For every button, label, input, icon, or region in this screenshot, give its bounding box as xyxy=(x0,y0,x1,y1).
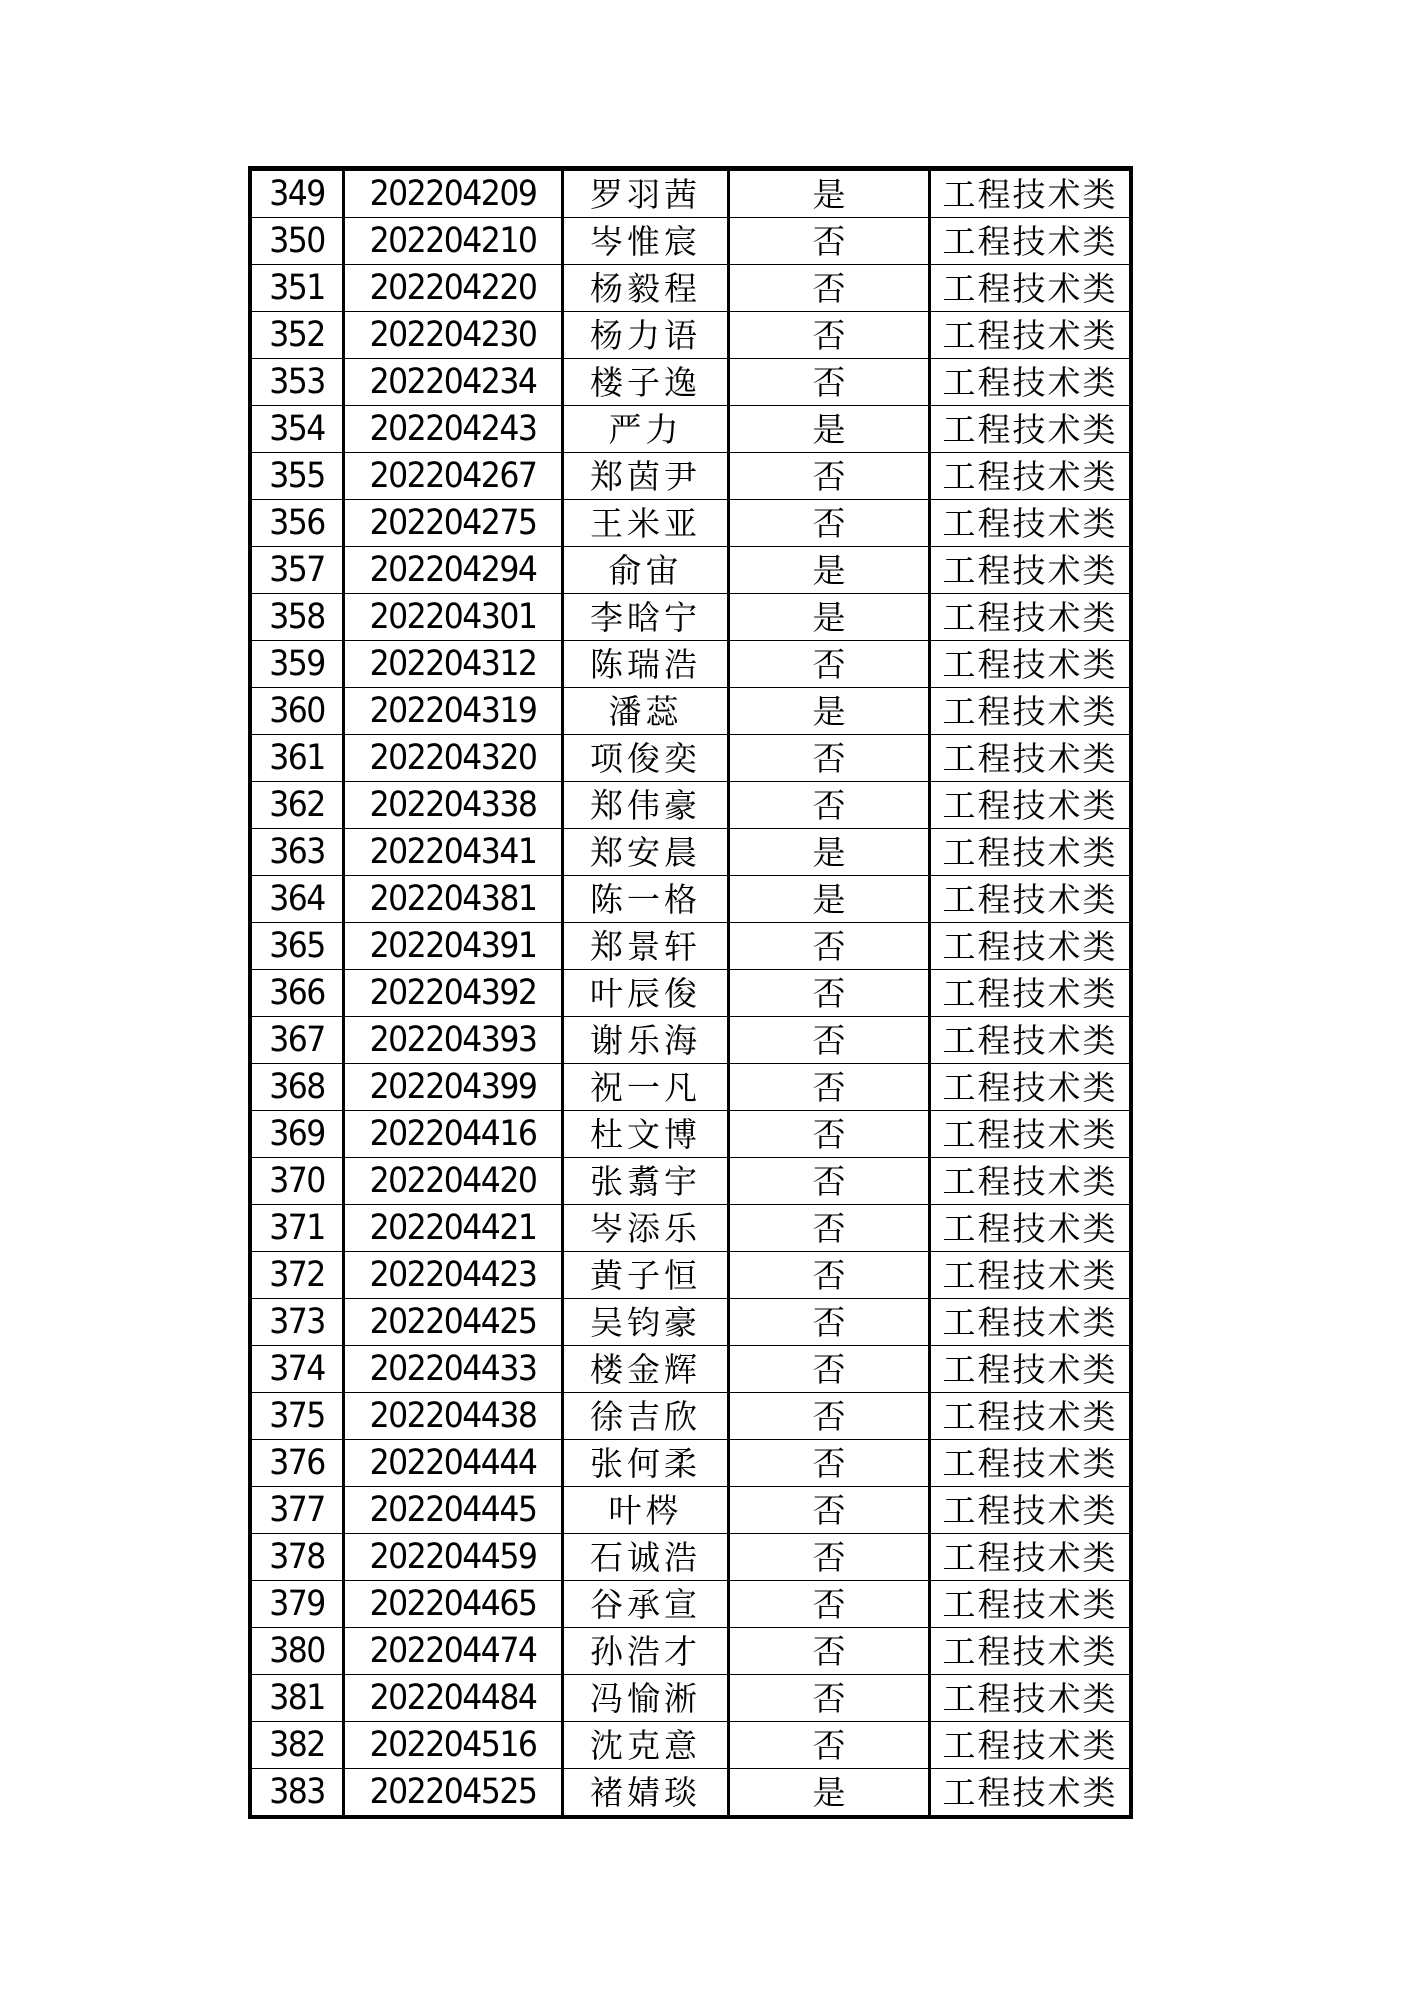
roster-table-body xyxy=(250,169,1131,1818)
cell-student-id: 202204391 xyxy=(344,923,563,970)
cell-yes-no-flag: 否 xyxy=(729,782,930,829)
cell-yes-no-flag: 否 xyxy=(729,1252,930,1299)
cell-student-id: 202204267 xyxy=(344,453,563,500)
table-row xyxy=(250,876,1131,923)
cell-student-id: 202204301 xyxy=(344,594,563,641)
cell-category: 工程技术类 xyxy=(930,1064,1132,1111)
cell-seq-number: 364 xyxy=(250,876,344,923)
cell-yes-no-flag: 否 xyxy=(729,453,930,500)
cell-student-name: 郑茵尹 xyxy=(563,453,729,500)
cell-category: 工程技术类 xyxy=(930,876,1132,923)
cell-category: 工程技术类 xyxy=(930,735,1132,782)
cell-seq-number: 377 xyxy=(250,1487,344,1534)
table-row xyxy=(250,453,1131,500)
table-row xyxy=(250,1581,1131,1628)
cell-student-id: 202204294 xyxy=(344,547,563,594)
table-row xyxy=(250,218,1131,265)
cell-student-name: 叶辰俊 xyxy=(563,970,729,1017)
cell-seq-number: 374 xyxy=(250,1346,344,1393)
cell-yes-no-flag: 否 xyxy=(729,500,930,547)
table-row xyxy=(250,1299,1131,1346)
table-row xyxy=(250,970,1131,1017)
cell-yes-no-flag: 是 xyxy=(729,547,930,594)
cell-category: 工程技术类 xyxy=(930,1111,1132,1158)
cell-seq-number: 380 xyxy=(250,1628,344,1675)
cell-student-name: 谢乐海 xyxy=(563,1017,729,1064)
table-row xyxy=(250,1769,1131,1818)
cell-student-name: 杨毅程 xyxy=(563,265,729,312)
cell-category: 工程技术类 xyxy=(930,1205,1132,1252)
table-row xyxy=(250,359,1131,406)
cell-student-id: 202204484 xyxy=(344,1675,563,1722)
cell-student-name: 潘蕊 xyxy=(563,688,729,735)
cell-student-name: 罗羽茜 xyxy=(563,169,729,218)
cell-student-id: 202204465 xyxy=(344,1581,563,1628)
table-row xyxy=(250,547,1131,594)
cell-yes-no-flag: 否 xyxy=(729,1581,930,1628)
cell-yes-no-flag: 是 xyxy=(729,688,930,735)
cell-category: 工程技术类 xyxy=(942,1772,1118,1812)
cell-student-id: 202204525 xyxy=(344,1769,563,1818)
cell-student-id: 202204381 xyxy=(344,876,563,923)
cell-seq-number: 360 xyxy=(250,688,344,735)
table-row xyxy=(250,1252,1131,1299)
cell-student-id: 202204516 xyxy=(344,1722,563,1769)
cell-student-name: 陈瑞浩 xyxy=(563,641,729,688)
cell-yes-no-flag: 否 xyxy=(729,1675,930,1722)
cell-category: 工程技术类 xyxy=(930,594,1132,641)
cell-seq-number: 371 xyxy=(250,1205,344,1252)
cell-yes-no-flag: 否 xyxy=(729,1346,930,1393)
cell-yes-no-flag: 否 xyxy=(729,1205,930,1252)
cell-student-id: 202204243 xyxy=(344,406,563,453)
cell-seq-number: 368 xyxy=(250,1064,344,1111)
cell-category: 工程技术类 xyxy=(930,1252,1132,1299)
table-row xyxy=(250,1440,1131,1487)
cell-category: 工程技术类 xyxy=(930,312,1132,359)
cell-student-name: 严力 xyxy=(563,406,729,453)
cell-student-name: 黄子恒 xyxy=(563,1252,729,1299)
cell-student-name: 楼子逸 xyxy=(563,359,729,406)
table-row xyxy=(250,406,1131,453)
cell-yes-no-flag: 是 xyxy=(729,1769,930,1818)
cell-category: 工程技术类 xyxy=(930,1581,1132,1628)
table-row xyxy=(250,1722,1131,1769)
cell-category: 工程技术类 xyxy=(930,688,1132,735)
cell-student-id: 202204399 xyxy=(344,1064,563,1111)
cell-student-id: 202204433 xyxy=(344,1346,563,1393)
cell-student-id: 202204319 xyxy=(344,688,563,735)
cell-yes-no-flag: 是 xyxy=(729,876,930,923)
cell-seq-number: 359 xyxy=(250,641,344,688)
cell-seq-number: 367 xyxy=(250,1017,344,1064)
cell-yes-no-flag: 否 xyxy=(729,1299,930,1346)
cell-yes-no-flag: 否 xyxy=(729,1628,930,1675)
cell-student-id: 202204230 xyxy=(344,312,563,359)
cell-student-id: 202204341 xyxy=(344,829,563,876)
cell-yes-no-flag: 否 xyxy=(729,1017,930,1064)
cell-student-id: 202204420 xyxy=(344,1158,563,1205)
cell-category: 工程技术类 xyxy=(930,359,1132,406)
cell-category: 工程技术类 xyxy=(930,970,1132,1017)
cell-category: 工程技术类 xyxy=(930,1722,1132,1769)
cell-student-name: 石诚浩 xyxy=(563,1534,729,1581)
table-row xyxy=(250,829,1131,876)
cell-student-name: 杜文博 xyxy=(563,1111,729,1158)
cell-yes-no-flag: 否 xyxy=(729,1534,930,1581)
cell-student-id: 202204392 xyxy=(344,970,563,1017)
cell-category: 工程技术类 xyxy=(930,1017,1132,1064)
cell-student-name: 张翥宇 xyxy=(563,1158,729,1205)
cell-seq-number: 365 xyxy=(250,923,344,970)
cell-yes-no-flag: 否 xyxy=(729,1722,930,1769)
cell-seq-number: 358 xyxy=(250,594,344,641)
cell-student-id: 202204474 xyxy=(344,1628,563,1675)
cell-student-name: 孙浩才 xyxy=(563,1628,729,1675)
cell-seq-number: 356 xyxy=(250,500,344,547)
cell-student-name: 俞宙 xyxy=(563,547,729,594)
table-row xyxy=(250,1017,1131,1064)
table-row xyxy=(250,688,1131,735)
cell-student-name: 冯愉淅 xyxy=(563,1675,729,1722)
cell-student-id: 202204220 xyxy=(344,265,563,312)
cell-yes-no-flag: 否 xyxy=(729,312,930,359)
cell-category: 工程技术类 xyxy=(930,1346,1132,1393)
cell-seq-number: 361 xyxy=(250,735,344,782)
cell-student-id: 202204312 xyxy=(344,641,563,688)
cell-yes-no-flag: 否 xyxy=(729,970,930,1017)
cell-category: 工程技术类 xyxy=(930,1440,1132,1487)
cell-category: 工程技术类 xyxy=(930,923,1132,970)
table-row xyxy=(250,641,1131,688)
cell-yes-no-flag: 否 xyxy=(729,359,930,406)
cell-student-id: 202204423 xyxy=(344,1252,563,1299)
table-row xyxy=(250,1205,1131,1252)
roster-table xyxy=(248,166,1133,1819)
cell-yes-no-flag: 否 xyxy=(729,1064,930,1111)
table-row xyxy=(250,169,1131,218)
table-row xyxy=(250,1064,1131,1111)
cell-student-id: 202204438 xyxy=(344,1393,563,1440)
table-row xyxy=(250,1487,1131,1534)
cell-student-name: 岑添乐 xyxy=(563,1205,729,1252)
cell-category: 工程技术类 xyxy=(930,1158,1132,1205)
cell-student-id: 202204421 xyxy=(344,1205,563,1252)
cell-student-id: 202204425 xyxy=(344,1299,563,1346)
cell-seq-number: 355 xyxy=(250,453,344,500)
table-row xyxy=(250,1346,1131,1393)
cell-student-name: 沈克意 xyxy=(563,1722,729,1769)
cell-student-name: 徐吉欣 xyxy=(563,1393,729,1440)
cell-student-id: 202204459 xyxy=(344,1534,563,1581)
cell-category: 工程技术类 xyxy=(930,829,1132,876)
cell-category: 工程技术类 xyxy=(930,1299,1132,1346)
cell-student-id: 202204320 xyxy=(344,735,563,782)
cell-yes-no-flag: 否 xyxy=(729,1440,930,1487)
cell-student-name: 叶梣 xyxy=(563,1487,729,1534)
cell-seq-number: 353 xyxy=(250,359,344,406)
cell-student-id: 202204338 xyxy=(344,782,563,829)
cell-student-name: 岑惟宸 xyxy=(563,218,729,265)
table-row xyxy=(250,500,1131,547)
table-row xyxy=(250,594,1131,641)
cell-student-name: 郑安晨 xyxy=(563,829,729,876)
table-row xyxy=(250,1393,1131,1440)
cell-student-name: 张何柔 xyxy=(563,1440,729,1487)
cell-yes-no-flag: 否 xyxy=(729,923,930,970)
cell-yes-no-flag: 是 xyxy=(729,829,930,876)
cell-student-name: 祝一凡 xyxy=(563,1064,729,1111)
cell-seq-number: 378 xyxy=(250,1534,344,1581)
cell-seq-number: 354 xyxy=(250,406,344,453)
cell-student-id: 202204234 xyxy=(344,359,563,406)
cell-yes-no-flag: 是 xyxy=(729,406,930,453)
cell-yes-no-flag: 是 xyxy=(729,169,930,218)
cell-seq-number: 357 xyxy=(250,547,344,594)
cell-category: 工程技术类 xyxy=(930,1628,1132,1675)
cell-seq-number: 362 xyxy=(250,782,344,829)
cell-seq-number: 352 xyxy=(250,312,344,359)
cell-seq-number: 350 xyxy=(250,218,344,265)
cell-yes-no-flag: 否 xyxy=(729,1111,930,1158)
cell-yes-no-flag: 是 xyxy=(729,594,930,641)
cell-student-id: 202204445 xyxy=(344,1487,563,1534)
cell-seq-number: 366 xyxy=(250,970,344,1017)
cell-category: 工程技术类 xyxy=(930,265,1132,312)
cell-category: 工程技术类 xyxy=(930,406,1132,453)
cell-seq-number: 379 xyxy=(250,1581,344,1628)
table-row xyxy=(250,735,1131,782)
table-row xyxy=(250,1534,1131,1581)
cell-student-id: 202204210 xyxy=(344,218,563,265)
table-row xyxy=(250,1158,1131,1205)
cell-student-id: 202204209 xyxy=(344,169,563,218)
cell-seq-number: 363 xyxy=(250,829,344,876)
cell-yes-no-flag: 否 xyxy=(729,1158,930,1205)
cell-yes-no-flag: 否 xyxy=(729,641,930,688)
cell-student-name: 吴钧豪 xyxy=(563,1299,729,1346)
cell-category: 工程技术类 xyxy=(930,1675,1132,1722)
cell-student-name: 褚婧琰 xyxy=(563,1769,729,1818)
cell-category: 工程技术类 xyxy=(930,218,1132,265)
cell-seq-number: 349 xyxy=(250,169,344,218)
cell-seq-number: 369 xyxy=(250,1111,344,1158)
cell-student-name: 谷承宣 xyxy=(563,1581,729,1628)
cell-student-name: 郑景轩 xyxy=(563,923,729,970)
table-row xyxy=(250,782,1131,829)
cell-category: 工程技术类 xyxy=(930,1487,1132,1534)
cell-category: 工程技术类 xyxy=(930,641,1132,688)
cell-category: 工程技术类 xyxy=(930,500,1132,547)
table-row xyxy=(250,312,1131,359)
cell-category: 工程技术类 xyxy=(930,453,1132,500)
table-row xyxy=(250,265,1131,312)
cell-category: 工程技术类 xyxy=(930,547,1132,594)
cell-yes-no-flag: 否 xyxy=(729,1393,930,1440)
cell-student-name: 郑伟豪 xyxy=(563,782,729,829)
cell-seq-number: 376 xyxy=(250,1440,344,1487)
cell-category: 工程技术类 xyxy=(930,782,1132,829)
cell-student-name: 李晗宁 xyxy=(563,594,729,641)
cell-yes-no-flag: 否 xyxy=(729,218,930,265)
cell-category: 工程技术类 xyxy=(930,1534,1132,1581)
cell-seq-number: 381 xyxy=(250,1675,344,1722)
cell-seq-number: 382 xyxy=(250,1722,344,1769)
cell-student-name: 楼金辉 xyxy=(563,1346,729,1393)
cell-student-name: 王米亚 xyxy=(563,500,729,547)
cell-student-id: 202204275 xyxy=(344,500,563,547)
cell-category: 工程技术类 xyxy=(930,169,1132,218)
cell-seq-number: 383 xyxy=(250,1769,344,1818)
cell-student-id: 202204416 xyxy=(344,1111,563,1158)
table-row xyxy=(250,1675,1131,1722)
cell-category: 工程技术类 xyxy=(930,1393,1132,1440)
cell-seq-number: 351 xyxy=(250,265,344,312)
cell-yes-no-flag: 否 xyxy=(729,1487,930,1534)
cell-student-name: 陈一格 xyxy=(563,876,729,923)
cell-student-name: 项俊奕 xyxy=(563,735,729,782)
cell-student-id: 202204393 xyxy=(344,1017,563,1064)
cell-seq-number: 370 xyxy=(250,1158,344,1205)
cell-seq-number: 372 xyxy=(250,1252,344,1299)
cell-yes-no-flag: 否 xyxy=(729,265,930,312)
cell-student-name: 杨力语 xyxy=(563,312,729,359)
table-row xyxy=(250,1111,1131,1158)
cell-seq-number: 373 xyxy=(250,1299,344,1346)
cell-yes-no-flag: 否 xyxy=(729,735,930,782)
cell-student-id: 202204444 xyxy=(344,1440,563,1487)
cell-seq-number: 375 xyxy=(250,1393,344,1440)
table-row xyxy=(250,923,1131,970)
table-row xyxy=(250,1628,1131,1675)
